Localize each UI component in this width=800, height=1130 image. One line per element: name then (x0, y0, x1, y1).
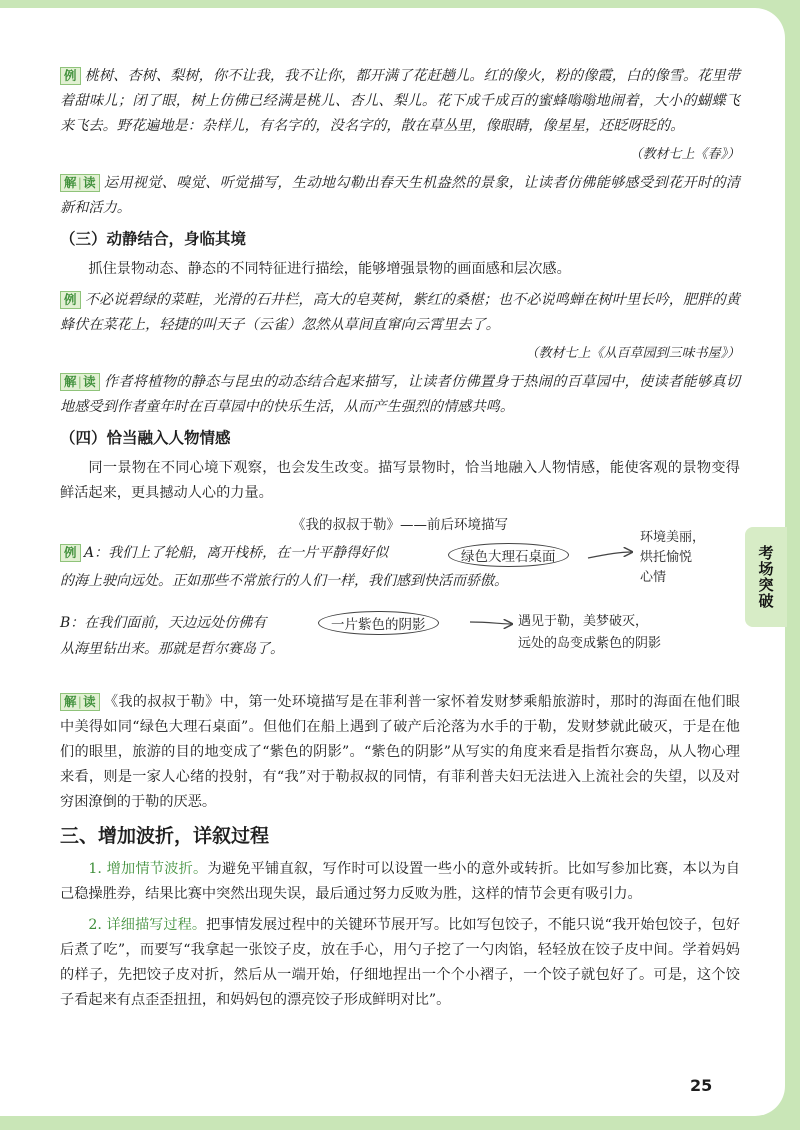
arrow-b (470, 622, 512, 624)
section-heading: （四）恰当融入人物情感 (60, 429, 231, 447)
explain-tag-b: 读 (83, 175, 96, 190)
explain-paragraph (60, 690, 740, 815)
example-text: 桃树、杏树、梨树，你不让我，我不让你，都开满了花赶趟儿。红的像火，粉的像霞，白的像雪。花里带着甜味儿；闭了眼，树上仿佛已经满是桃儿、杏儿、梨儿。花下成千成百的蜜蜂嗡嗡地闹着，大小的蝴蝶飞来飞去。野花遍地是：杂样儿，有名字的，没名字的，散在草丛里，像眼睛，像星星，还眨呀眨的。 (60, 68, 740, 134)
a-note1: 环境美丽， (640, 530, 706, 545)
a-line2: 的海上驶向远处。正如那些不常旅行的人们一样，我们感到快活而骄傲。 (60, 573, 508, 589)
item1-label: 1. 增加情节波折。 (88, 861, 208, 877)
b-line2: 从海里钻出来。那就是哲尔赛岛了。 (60, 641, 284, 657)
source-citation: （教材七上《从百草园到三味书屋》） (525, 346, 740, 361)
b-line1: B：在我们面前，天边远处仿佛有 (60, 615, 267, 631)
example-text: 不必说碧绿的菜畦，光滑的石井栏，高大的皂荚树，紫红的桑椹；也不必说鸣蝉在树叶里长吟，肥胖的黄蜂伏在菜花上，轻捷的叫天子（云雀）忽然从草间直窜向云霄里去了。 (60, 292, 740, 333)
explain-text: 《我的叔叔于勒》中，第一处环境描写是在菲利普一家怀着发财梦乘船旅游时，那时的海面在他们眼中美得如同“绿色大理石桌面”。但他们在船上遇到了破产后沦落为水手的于勒，发财梦就此破灭，于是在他们的眼里，旅游的目的地变成了“紫色的阴影”。“紫色的阴影”从写实的角度来看是指哲尔赛岛，从人物心理来看，则是一家人心绪的投射，有“我”对于勒叔叔的同情，有菲利普夫妇无法进入上流社会的失望，以及对穷困潦倒的于勒的厌恶。 (60, 694, 740, 810)
section-heading: （三）动静结合，身临其境 (60, 230, 247, 248)
example-tag: 例 (60, 67, 81, 85)
side-tab[interactable] (745, 527, 787, 627)
a-oval: 绿色大理石桌面 (448, 543, 569, 567)
item2-label: 2. 详细描写过程。 (88, 917, 207, 933)
source-citation: （教材七上《春》） (629, 147, 740, 162)
item2-paragraph (60, 913, 740, 1013)
section-intro: 同一景物在不同心境下观察，也会发生改变。描写景物时，恰当地融入人物情感，能使客观的景物变得鲜活起来，更具撼动人心的力量。 (60, 460, 740, 501)
figure-title: 《我的叔叔于勒》——前后环境描写 (292, 517, 508, 533)
explain-tag-a: 解 (64, 175, 77, 190)
section-intro: 抓住景物动态、静态的不同特征进行描绘，能够增强景物的画面感和层次感。 (88, 261, 571, 277)
explain-tag: 解|读 (60, 373, 100, 391)
explain-tag-a: 解 (64, 694, 77, 709)
explain-tag-a: 解 (64, 374, 77, 389)
a-note2: 烘托愉悦 (640, 550, 693, 565)
explain-paragraph (60, 370, 740, 420)
side-tab-label: 考场突破 (756, 545, 775, 609)
example-paragraph (60, 64, 740, 139)
comparison-figure (60, 530, 740, 690)
page-number: 25 (690, 1076, 713, 1095)
arrow-a (588, 552, 632, 558)
explain-tag: 解|读 (60, 174, 100, 192)
part-heading: 三、增加波折，详叙过程 (60, 825, 270, 847)
explain-text: 作者将植物的静态与昆虫的动态结合起来描写，让读者仿佛置身于热闹的百草园中，使读者能够真切地感受到作者童年时在百草园中的快乐生活，从而产生强烈的情感共鸣。 (60, 374, 740, 415)
a-note3: 心情 (640, 570, 667, 585)
explain-tag-b: 读 (83, 374, 96, 389)
explain-text: 运用视觉、嗅觉、听觉描写，生动地勾勒出春天生机盎然的景象，让读者仿佛能够感受到花开时的清新和活力。 (60, 175, 740, 216)
b-note2: 远处的岛变成紫色的阴影 (518, 636, 662, 651)
item1-paragraph (60, 857, 740, 907)
example-tag: 例 (60, 291, 81, 309)
b-oval: 一片紫色的阴影 (318, 611, 439, 635)
explain-paragraph (60, 171, 740, 221)
a-line1: A：我们上了轮船，离开栈桥，在一片平静得好似 (84, 545, 389, 561)
item1-text: 为避免平铺直叙，写作时可以设置一些小的意外或转折。比如写参加比赛，本以为自己稳操胜券，结果比赛中突然出现失误，最后通过努力反败为胜，这样的情节会更有吸引力。 (60, 861, 740, 902)
explain-tag-b: 读 (83, 694, 96, 709)
b-note1: 遇见于勒，美梦破灭， (518, 614, 649, 629)
example-tag: 例 (60, 544, 81, 562)
item2-text: 把事情发展过程中的关键环节展开写。比如写包饺子，不能只说“我开始包饺子，包好后煮了吃”，而要写“我拿起一张饺子皮，放在手心，用勺子挖了一勺肉馅，轻轻放在饺子皮中间。学着妈妈的样子，先把饺子皮对折，然后从一端开始，仔细地捏出一个个小褶子，一个饺子就包好了。可是，这个饺子看起来有点歪歪扭扭，和妈妈包的漂亮饺子形成鲜明对比”。 (60, 917, 741, 1008)
content (60, 64, 740, 1019)
example-paragraph (60, 288, 740, 338)
explain-tag: 解|读 (60, 693, 100, 711)
